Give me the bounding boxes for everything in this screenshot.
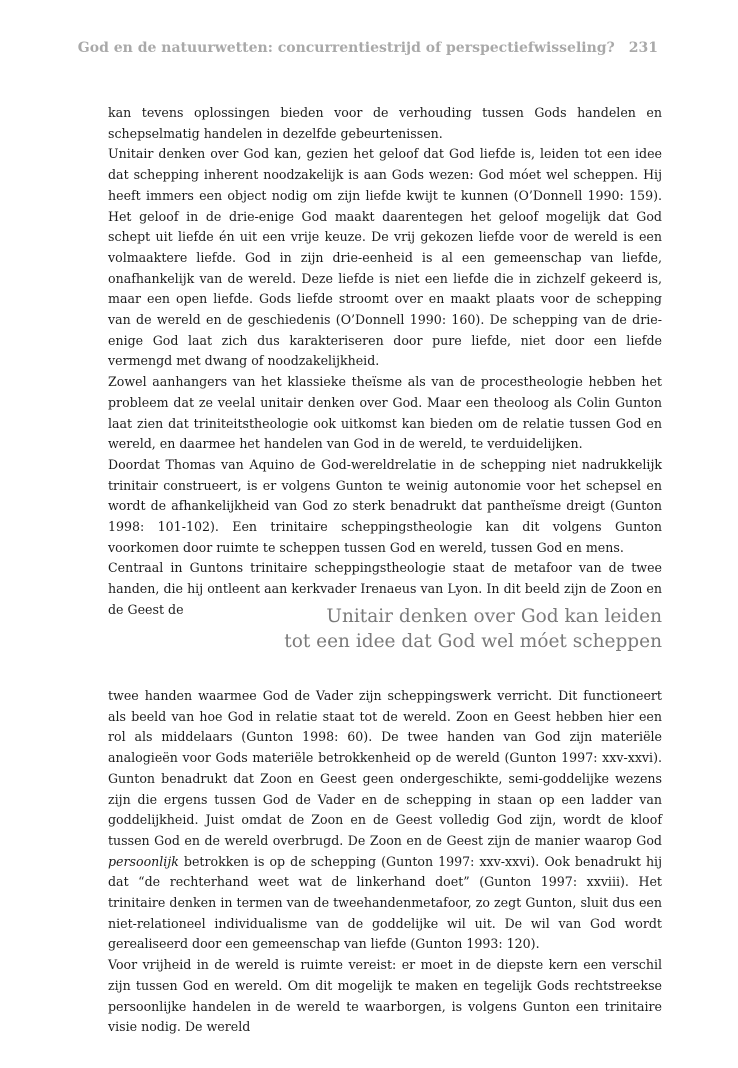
paragraph: Zowel aanhangers van het klassieke theïsme als van de procestheologie hebben het probleem dat ze veelal unitair denken over God. Maar een theoloog als Colin Gunton laat zien dat triniteitstheologie ook uitkomst kan bieden om de relatie tussen God en wereld, en daarmee het handelen van God in de wereld, te verduidelijken. <box>108 374 662 452</box>
pull-quote <box>284 604 662 654</box>
paragraph: kan tevens oplossingen bieden voor de verhouding tussen Gods handelen en schepselmatig handelen in dezelfde gebeurtenissen. <box>108 105 662 141</box>
pull-quote-line-1: Unitair denken over God kan leiden <box>326 606 662 627</box>
pull-quote-line-2: tot een idee dat God wel móet scheppen <box>284 631 662 652</box>
paragraph-text: twee handen waarmee God de Vader zijn scheppingswerk verricht. Dit functioneert als beeld van hoe God in relatie staat tot de wereld. Zoon en Geest hebben hier een rol als middelaars (Gunton 1998: 60). De twee handen van God zijn materiële analogieën voor Gods materiële betrokkenheid op de wereld (Gunton 1997: xxv-xxvi). Gunton benadrukt dat Zoon en Geest geen ondergeschikte, semi-goddelijke wezens zijn die ergens tussen God de Vader en de schepping in staan op een ladder van goddelijkheid. Juist omdat de Zoon en de Geest volledig God zijn, wordt de kloof tussen God en de wereld overbrugd. De Zoon en de Geest zijn de manier waarop God <box>108 688 662 848</box>
running-header <box>78 40 658 56</box>
body-text-upper <box>108 103 662 621</box>
paragraph-text: betrokken is op de schepping (Gunton 1997: xxv-xxvi). Ook benadrukt hij dat “de rechterhand weet wat de linkerhand doet” (Gunton 1997: xxviii). Het trinitaire denken in termen van de tweehandenmetafoor, zo zegt Gunton, sluit dus een niet-relationeel individualisme van de goddelijke wil uit. De wil van God wordt gerealiseerd door een gemeenschap van liefde (Gunton 1993: 120). <box>108 853 662 952</box>
paragraph: Voor vrijheid in de wereld is ruimte vereist: er moet in de diepste kern een verschil zijn tussen God en wereld. Om dit mogelijk te maken en tegelijk Gods rechtstreekse persoonlijke handelen in de wereld te waarborgen, is volgens Gunton een trinitaire visie nodig. De wereld <box>108 957 662 1035</box>
page-number: 231 <box>628 40 658 56</box>
body-text-lower <box>108 686 662 1038</box>
paragraph: Centraal in Guntons trinitaire scheppingstheologie staat de metafoor van de twee handen, die hij ontleent aan kerkvader Irenaeus van Lyon. In dit beeld zijn de Zoon en de Geest de <box>108 560 662 617</box>
paragraph: Doordat Thomas van Aquino de God-wereldrelatie in de schepping niet nadrukkelijk trinitair construeert, is er volgens Gunton te weinig autonomie voor het schepsel en wordt de afhankelijkheid van God zo sterk benadrukt dat pantheïsme dreigt (Gunton 1998: 101-102). Een trinitaire scheppingstheologie kan dit volgens Gunton voorkomen door ruimte te scheppen tussen God en wereld, tussen God en mens. <box>108 456 662 555</box>
italic-term: persoonlijk <box>108 853 179 869</box>
paragraph <box>108 686 662 955</box>
running-header-title: God en de natuurwetten: concurrentiestrijd of perspectiefwisseling? <box>77 40 615 56</box>
paragraph: Unitair denken over God kan, gezien het geloof dat God liefde is, leiden tot een idee dat schepping inherent noodzakelijk is aan Gods wezen: God móet wel scheppen. Hij heeft immers een object nodig om zijn liefde kwijt te kunnen (O’Donnell 1990: 159). Het geloof in de drie-enige God maakt daarentegen het geloof mogelijk dat God schept uit liefde én uit een vrije keuze. De vrij gekozen liefde voor de wereld is een volmaaktere liefde. God in zijn drie-eenheid is al een gemeenschap van liefde, onafhankelijk van de wereld. Deze liefde is niet een liefde die in zichzelf gekeerd is, maar een open liefde. Gods liefde stroomt over en maakt plaats voor de schepping van de wereld en de geschiedenis (O’Donnell 1990: 160). De schepping van de drieenige God laat zich dus karakteriseren door pure liefde, niet door een liefde vermengd met dwang of noodzakelijkheid. <box>108 146 662 369</box>
